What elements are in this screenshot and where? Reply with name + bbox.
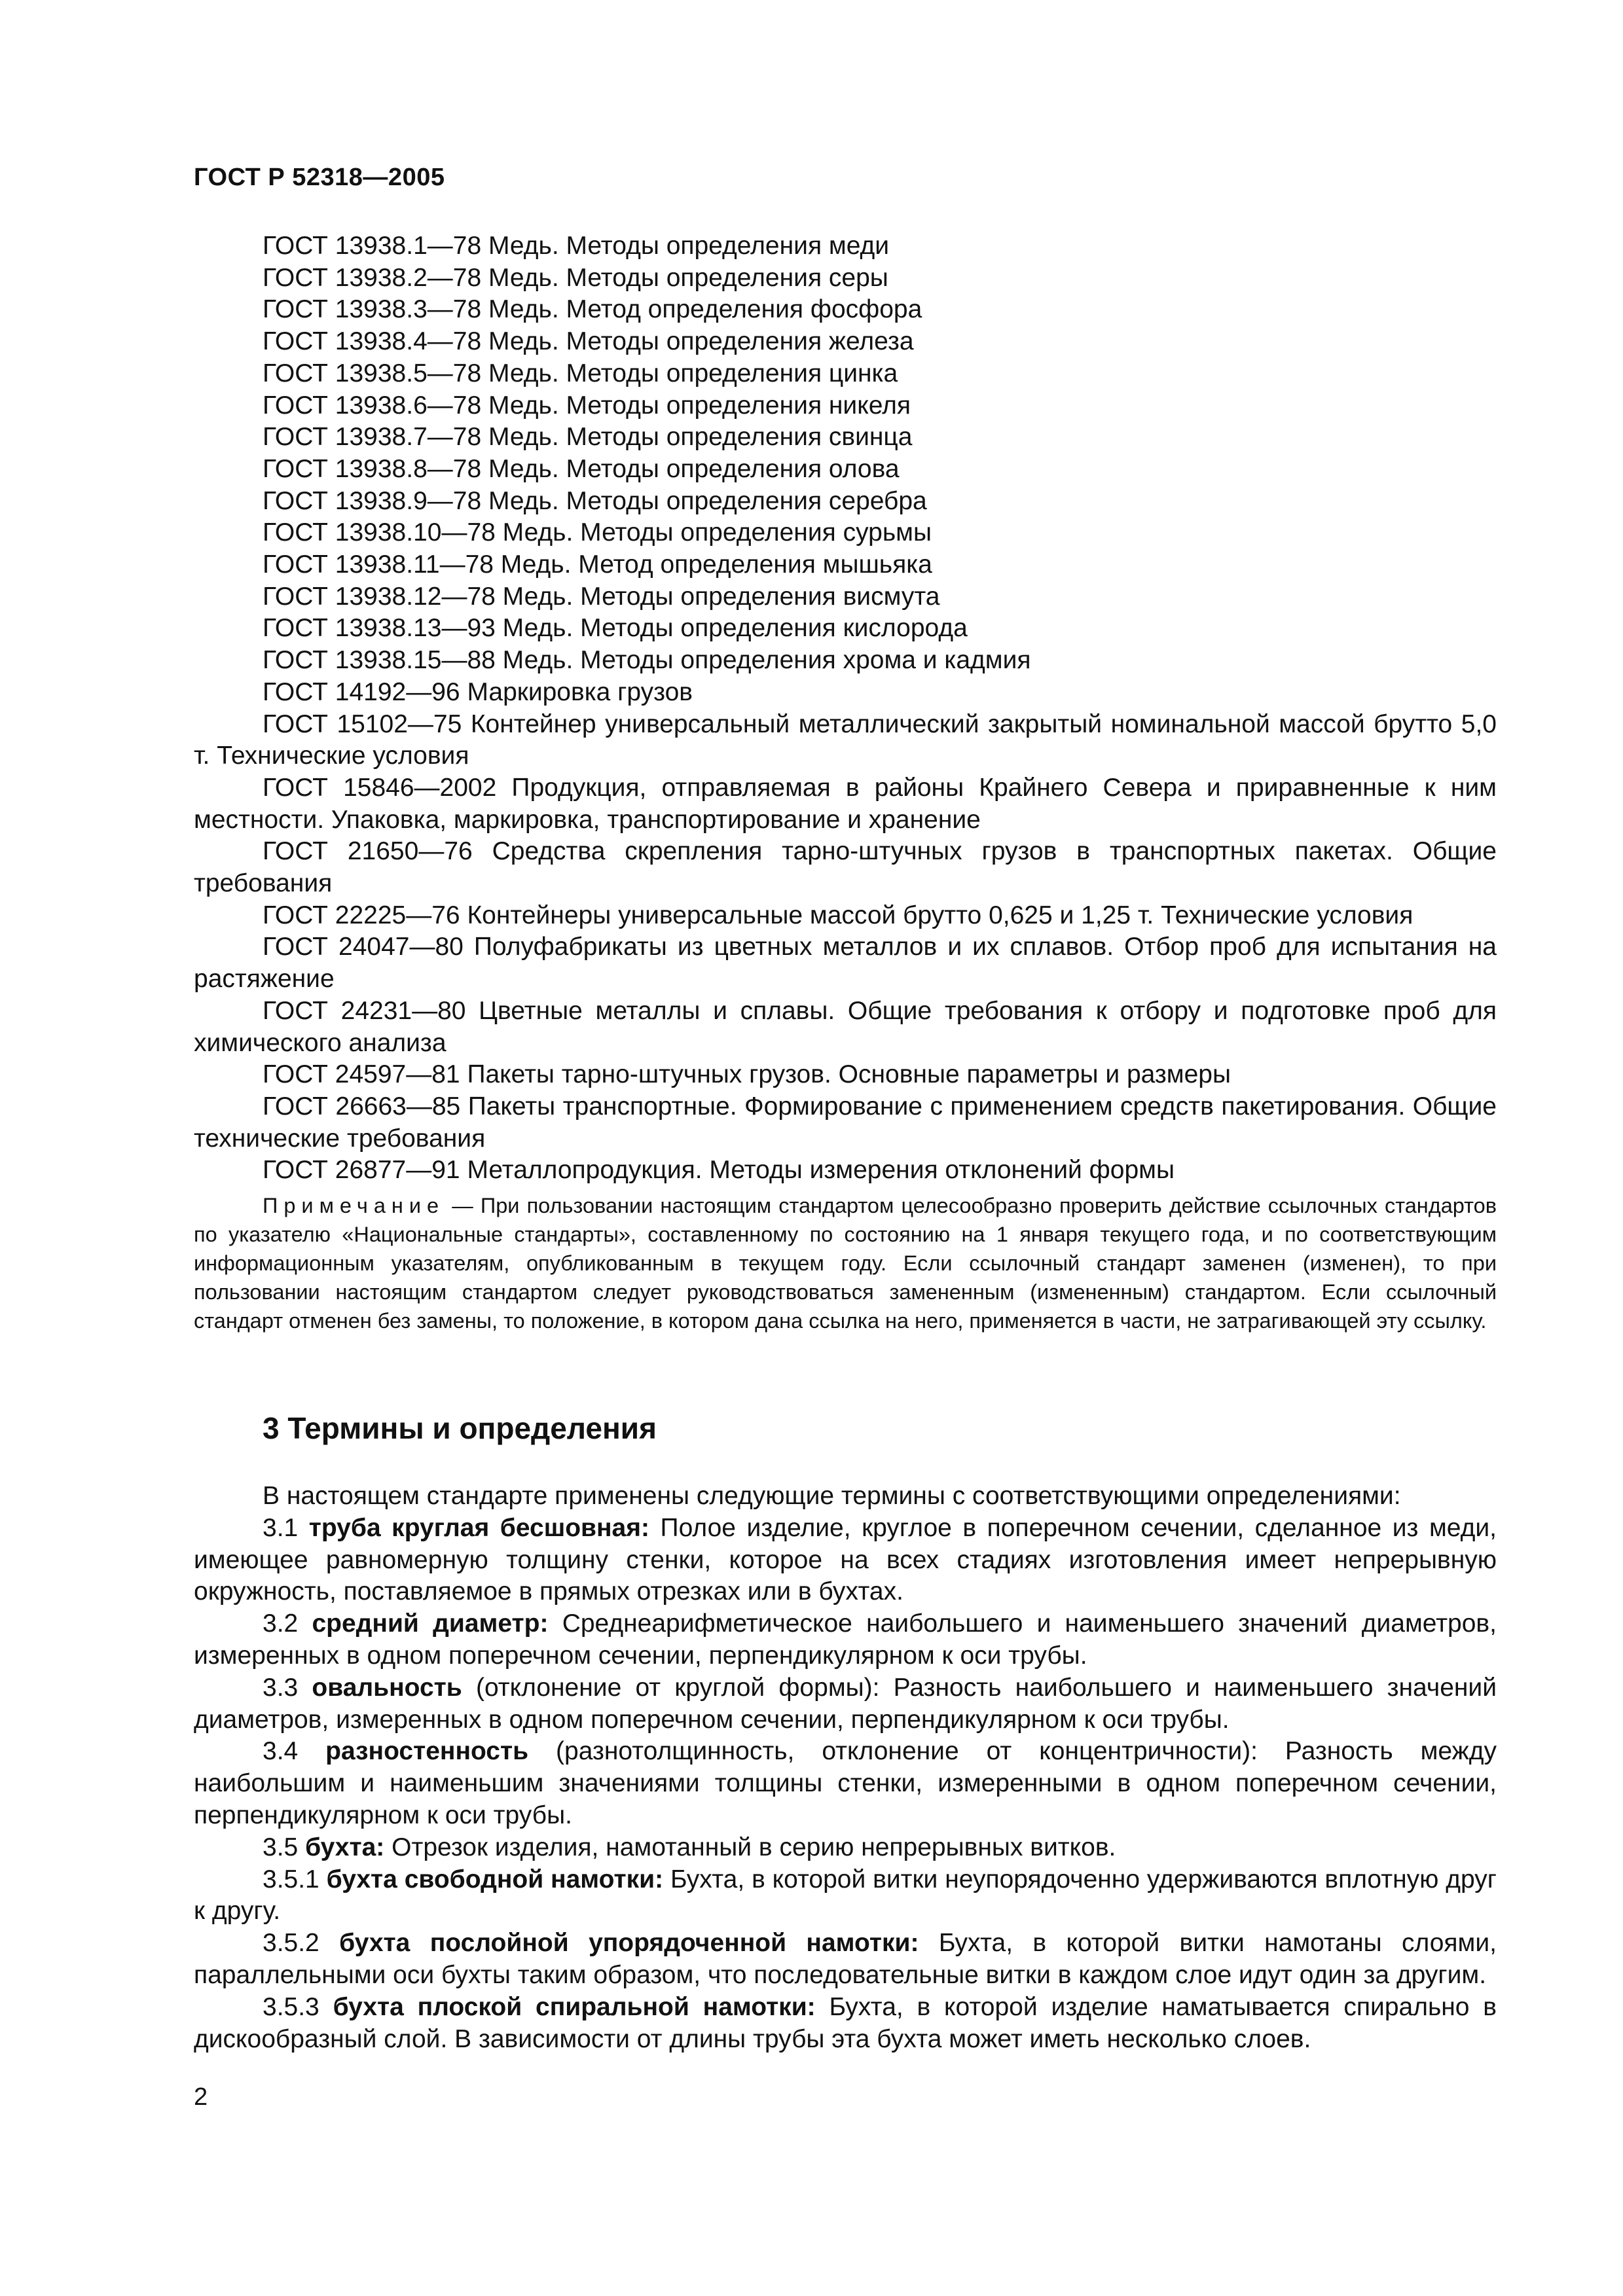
reference-item: ГОСТ 22225—76 Контейнеры универсальные массой брутто 0,625 и 1,25 т. Технические условия	[263, 901, 1413, 929]
reference-item: ГОСТ 13938.10—78 Медь. Методы определения сурьмы	[263, 518, 932, 547]
term-name: овальность	[312, 1673, 462, 1702]
reference-item: ГОСТ 26877—91 Металлопродукция. Методы измерения отклонений формы	[263, 1156, 1175, 1185]
term-definition: Отрезок изделия, намотанный в серию непрерывных витков.	[392, 1833, 1116, 1861]
note-paragraph	[194, 1191, 1497, 1335]
term-entry	[194, 1992, 1497, 2056]
document-code-header: ГОСТ Р 52318—2005	[194, 164, 445, 191]
term-entry	[194, 1736, 1497, 1831]
reference-item: ГОСТ 13938.2—78 Медь. Методы определения серы	[263, 263, 888, 292]
reference-item: ГОСТ 13938.15—88 Медь. Методы определения хрома и кадмия	[263, 646, 1031, 675]
term-entry	[194, 1928, 1497, 1992]
reference-item: ГОСТ 13938.8—78 Медь. Методы определения олова	[263, 454, 900, 483]
term-entry	[194, 1672, 1497, 1736]
section-title: 3 Термины и определения	[263, 1411, 657, 1445]
reference-item: ГОСТ 14192—96 Маркировка грузов	[263, 677, 693, 706]
reference-item: ГОСТ 15846—2002 Продукция, отправляемая в районы Крайнего Севера и приравненные к ним местности. Упаковка, маркировка, транспортирование и хранение	[194, 773, 1497, 834]
term-number: 3.4	[263, 1737, 299, 1766]
reference-item: ГОСТ 24231—80 Цветные металлы и сплавы. Общие требования к отбору и подготовке проб для химического анализа	[194, 996, 1497, 1057]
note-label: Примечание	[263, 1194, 445, 1217]
term-definition: (отклонение от круглой формы): Разность наибольшего и наименьшего значений диаметров, измеренных в одном поперечном сечении, перпендикулярном к оси трубы.	[194, 1673, 1497, 1734]
term-number: 3.5.3	[263, 1992, 319, 2021]
term-name: бухта послойной упорядоченной намотки:	[339, 1929, 919, 1958]
term-entry	[194, 1608, 1497, 1672]
reference-item: ГОСТ 13938.11—78 Медь. Метод определения мышьяка	[263, 550, 932, 579]
note-text: — При пользовании настоящим стандартом целесообразно проверить действие ссылочных стандартов по указателю «Национальные стандарты», составленному по состоянию на 1 января текущего года, и по соответствующим информационным указателям, опубликованным в текущем году. Если ссылочный стандарт заменен (изменен), то при пользовании настоящим стандартом следует руководствоваться замененным (измененным) стандартом. Если ссылочный стандарт отменен без замены, то положение, в котором дана ссылка на него, применяется в части, не затрагивающей эту ссылку.	[194, 1194, 1497, 1333]
term-name: бухта свободной намотки:	[326, 1865, 664, 1893]
normative-references-list	[194, 230, 1497, 1187]
terms-definitions	[194, 1480, 1497, 2055]
reference-item: ГОСТ 13938.6—78 Медь. Методы определения никеля	[263, 391, 911, 420]
term-definition: Бухта, в которой витки неупорядоченно удерживаются вплотную друг к другу.	[194, 1865, 1497, 1926]
term-number: 3.5	[263, 1833, 299, 1861]
term-name: средний диаметр:	[312, 1609, 549, 1638]
reference-item: ГОСТ 13938.4—78 Медь. Методы определения железа	[263, 327, 914, 356]
term-name: бухта:	[305, 1833, 385, 1861]
term-entry	[194, 1513, 1497, 1608]
term-definition: Бухта, в которой витки намотаны слоями, параллельными оси бухты таким образом, что последовательные витки в каждом слое идут один за другим.	[194, 1929, 1497, 1989]
term-definition: Среднеарифметическое наибольшего и наименьшего значений диаметров, измеренных в одном поперечном сечении, перпендикулярном к оси трубы.	[194, 1609, 1497, 1670]
term-number: 3.1	[263, 1513, 299, 1542]
reference-item: ГОСТ 13938.3—78 Медь. Метод определения фосфора	[263, 295, 922, 324]
term-definition: Бухта, в которой изделие наматывается спирально в дискообразный слой. В зависимости от длины трубы эта бухта может иметь несколько слоев.	[194, 1992, 1497, 2053]
reference-item: ГОСТ 13938.7—78 Медь. Методы определения свинца	[263, 423, 913, 452]
term-name: труба круглая бесшовная:	[308, 1513, 649, 1542]
term-definition: (разнотолщинность, отклонение от концентричности): Разность между наибольшим и наименьшим значениями толщины стенки, измеренными в одном поперечном сечении, перпендикулярном к оси трубы.	[194, 1737, 1497, 1829]
reference-item: ГОСТ 13938.5—78 Медь. Методы определения цинка	[263, 359, 898, 387]
term-number: 3.2	[263, 1609, 299, 1638]
term-number: 3.5.1	[263, 1865, 319, 1893]
term-name: бухта плоской спиральной намотки:	[333, 1992, 816, 2021]
page-number: 2	[194, 2083, 208, 2111]
term-name: разностенность	[325, 1737, 529, 1766]
term-definition: Полое изделие, круглое в поперечном сечении, сделанное из меди, имеющее равномерную толщину стенки, которое на всех стадиях изготовления имеет непрерывную окружность, поставляемое в прямых отрезках или в бухтах.	[194, 1513, 1497, 1606]
reference-item: ГОСТ 13938.12—78 Медь. Методы определения висмута	[263, 582, 940, 611]
reference-item: ГОСТ 13938.13—93 Медь. Методы определения кислорода	[263, 614, 968, 643]
reference-item: ГОСТ 13938.9—78 Медь. Методы определения серебра	[263, 486, 927, 515]
reference-item: ГОСТ 24047—80 Полуфабрикаты из цветных металлов и их сплавов. Отбор проб для испытания на растяжение	[194, 933, 1497, 994]
reference-item: ГОСТ 13938.1—78 Медь. Методы определения меди	[263, 232, 890, 260]
term-entry	[194, 1832, 1497, 1864]
reference-item: ГОСТ 15102—75 Контейнер универсальный металлический закрытый номинальной массой брутто 5,0 т. Технические условия	[194, 709, 1497, 770]
term-entry	[194, 1864, 1497, 1928]
term-number: 3.3	[263, 1673, 299, 1702]
reference-item: ГОСТ 24597—81 Пакеты тарно-штучных грузов. Основные параметры и размеры	[263, 1060, 1231, 1089]
reference-item: ГОСТ 26663—85 Пакеты транспортные. Формирование с применением средств пакетирования. Общие технические требования	[194, 1092, 1497, 1153]
terms-intro: В настоящем стандарте применены следующие термины с соответствующими определениями:	[263, 1482, 1401, 1510]
term-number: 3.5.2	[263, 1929, 319, 1958]
reference-item: ГОСТ 21650—76 Средства скрепления тарно-штучных грузов в транспортных пакетах. Общие требования	[194, 837, 1497, 898]
